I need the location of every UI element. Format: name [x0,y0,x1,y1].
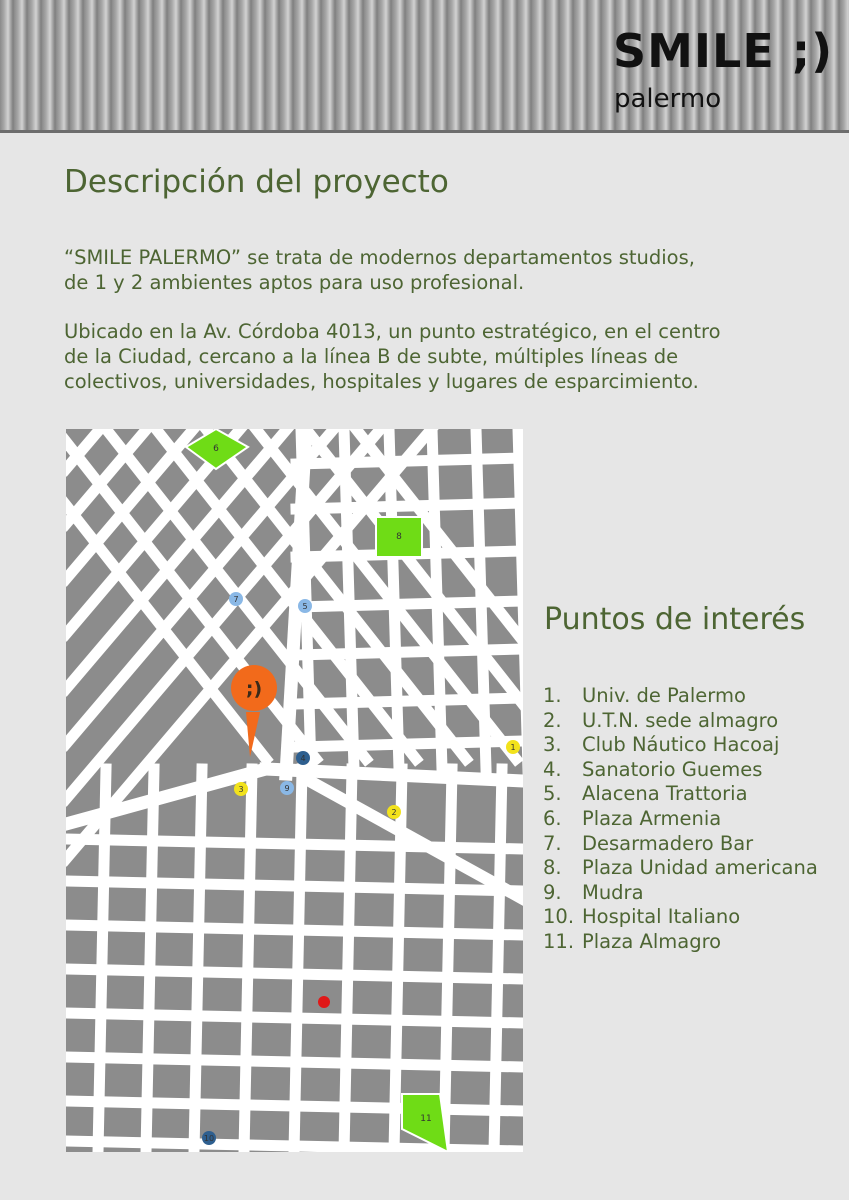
description-line: Ubicado en la Av. Córdoba 4013, un punto estratégico, en el centro [64,320,721,343]
list-item-number: 7. [543,831,562,855]
park [376,517,422,557]
map-street [296,698,523,704]
description-line: de 1 y 2 ambientes aptos para uso profesional. [64,271,525,294]
list-item-number: 10. [543,905,575,929]
pin-label: ;) [245,678,263,700]
list-item [543,856,818,881]
map-marker [298,599,312,613]
map-street [296,741,523,747]
location-map[interactable] [66,429,523,1152]
list-item-label: Sanatorio Guemes [582,757,763,781]
list-item-number: 4. [543,757,562,781]
map-street [296,458,523,464]
list-item-label: Mudra [582,880,644,904]
list-item [543,684,818,709]
map-marker-dot [318,996,330,1008]
list-item [543,733,818,758]
map-marker [387,805,401,819]
description-line: de la Ciudad, cercano a la línea B de subte, múltiples líneas de [64,345,679,368]
park-label: 11 [420,1114,432,1124]
map-marker-label: 1 [510,743,516,752]
list-item-label: Club Náutico Hacoaj [582,733,780,757]
list-item [543,782,818,807]
brand-logo: SMILE ;) [613,24,834,78]
list-item-label: U.T.N. sede almagro [582,708,779,732]
list-item-label: Plaza Almagro [582,929,722,953]
map-marker [234,782,248,796]
list-item [543,930,818,955]
map-marker [280,781,294,795]
description-line: “SMILE PALERMO” se trata de modernos departamentos studios, [64,246,695,269]
map-marker-label: 2 [391,808,397,817]
list-item-label: Alacena Trattoria [582,782,748,806]
map-marker-label: 10 [203,1134,215,1143]
brand-subtitle: palermo [614,84,722,114]
list-item [543,881,818,906]
list-item-label: Desarmadero Bar [582,831,754,855]
description-title: Descripción del proyecto [64,164,449,200]
map-marker-label: 4 [300,754,306,763]
map-marker [296,751,310,765]
map-marker-label: 3 [238,785,244,794]
list-item [543,832,818,857]
points-title: Puntos de interés [544,602,806,637]
list-item-number: 3. [543,733,562,757]
list-item-label: Plaza Unidad americana [582,856,818,880]
list-item-number: 5. [543,782,562,806]
description-paragraph-1 [64,245,764,295]
list-item-label: Hospital Italiano [582,905,741,929]
list-item-label: Univ. de Palermo [582,684,746,707]
map-marker [506,740,520,754]
list-item-number: 8. [543,856,562,880]
list-item [543,905,818,930]
list-item-number: 11. [543,929,575,953]
map-street [296,503,523,509]
list-item [543,709,818,734]
map-marker-label: 7 [233,595,239,604]
map-street [296,649,523,655]
list-item-number: 1. [543,684,562,707]
description-paragraph-2 [64,319,764,394]
header-banner [0,0,849,133]
park-label: 8 [396,532,402,542]
points-list [543,684,818,955]
map-svg [66,429,523,1152]
map-marker-label: 5 [302,602,308,611]
list-item-label: Plaza Armenia [582,806,722,830]
map-street [296,601,523,607]
list-item-number: 6. [543,806,562,830]
park-label: 6 [213,444,219,454]
map-marker-label: 9 [284,784,290,793]
list-item-number: 2. [543,708,562,732]
map-marker [229,592,243,606]
list-item [543,758,818,783]
map-marker [202,1131,216,1145]
description-line: colectivos, universidades, hospitales y lugares de esparcimiento. [64,370,699,393]
list-item-number: 9. [543,880,562,904]
list-item [543,807,818,832]
